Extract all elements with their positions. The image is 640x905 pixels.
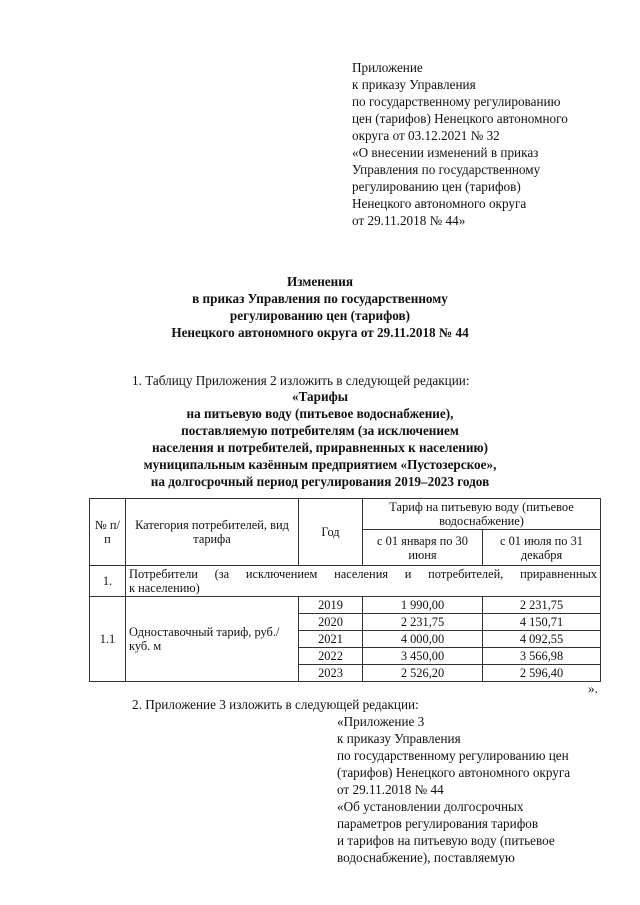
appendix-3-line: по государственному регулированию цен [337,748,569,763]
section-word: приравненных [520,567,597,581]
row-year: 2019 [299,597,363,614]
section-word: Потребители [129,567,198,581]
appendix-header-line: округа от 03.12.2021 № 32 [352,128,500,143]
tariff-title [0,388,640,490]
table-section-row [90,566,601,597]
table-row [90,597,601,614]
appendix-3-line: от 29.11.2018 № 44 [337,782,444,797]
appendix-header-line: Ненецкого автономного округа [352,196,527,211]
row-tariff-h1: 3 450,00 [363,648,483,665]
header-year: Год [299,499,363,566]
document-title [0,273,640,341]
appendix-header-line: цен (тарифов) Ненецкого автономного [352,111,568,126]
table-header-row [90,499,601,530]
appendix-3-line: «Об установлении долгосрочных [337,799,524,814]
row-tariff-h2: 2 596,40 [483,665,601,682]
appendix-3-header [337,713,570,866]
row-tariff-h2: 3 566,98 [483,648,601,665]
appendix-3-line: и тарифов на питьевую воду (питьевое [337,833,555,848]
row-year: 2023 [299,665,363,682]
section-word: (за [214,567,230,581]
title-line: регулированию цен (тарифов) [229,308,411,323]
appendix-3-line: параметров регулирования тарифов [337,816,539,831]
appendix-3-line: водоснабжение), поставляемую [337,850,515,865]
row-tariff-h1: 2 526,20 [363,665,483,682]
row-year: 2022 [299,648,363,665]
appendix-header-line: регулированию цен (тарифов) [352,179,521,194]
appendix-3-line: (тарифов) Ненецкого автономного округа [337,765,571,780]
tariff-title-line: на питьевую воду (питьевое водоснабжение), [186,406,454,421]
tariff-title-line: поставляемую потребителям (за исключением [181,423,459,438]
row-tariff-h1: 4 000,00 [363,631,483,648]
tariff-title-line: «Тарифы [291,389,348,404]
row-tariff-h1: 1 990,00 [363,597,483,614]
section-num: 1. [90,566,126,597]
appendix-header [352,59,568,229]
tariff-title-line: муниципальным казённым предприятием «Пустозерское», [143,457,497,472]
section-text-line-1 [129,567,597,581]
closing-quote: ». [588,681,598,696]
item-category: Одноставочный тариф, руб./куб. м [126,597,299,682]
appendix-header-line: Приложение [352,60,423,75]
row-tariff-h2: 4 150,71 [483,614,601,631]
section-text [126,566,601,597]
row-tariff-h1: 2 231,75 [363,614,483,631]
paragraph-1: 1. Таблицу Приложения 2 изложить в следующей редакции: [132,373,470,388]
row-tariff-h2: 2 231,75 [483,597,601,614]
section-text-line-2: к населению) [129,581,200,595]
title-line: Ненецкого автономного округа от 29.11.2018 № 44 [171,325,469,340]
appendix-3-line: к приказу Управления [337,731,461,746]
title-line: в приказ Управления по государственному [192,291,448,306]
tariff-table [89,498,601,682]
tariff-title-line: населения и потребителей, приравненных к населению) [152,440,488,455]
section-word: исключением [245,567,318,581]
row-year: 2021 [299,631,363,648]
section-word: потребителей, [428,567,504,581]
row-year: 2020 [299,614,363,631]
appendix-header-line: «О внесении изменений в приказ [352,145,539,160]
appendix-header-line: от 29.11.2018 № 44» [352,213,466,228]
header-category: Категория потребителей, вид тарифа [126,499,299,566]
paragraph-2: 2. Приложение 3 изложить в следующей редакции: [132,697,419,712]
header-num: № п/п [90,499,126,566]
header-tariff: Тариф на питьевую воду (питьевое водоснабжение) [363,499,601,530]
appendix-header-line: к приказу Управления [352,77,476,92]
tariff-title-line: на долгосрочный период регулирования 2019–2023 годов [150,474,490,489]
item-num: 1.1 [90,597,126,682]
row-tariff-h2: 4 092,55 [483,631,601,648]
section-word: и [404,567,412,581]
appendix-3-line: «Приложение 3 [337,714,425,729]
section-word: населения [334,567,389,581]
header-period-1: с 01 января по 30 июня [363,530,483,566]
appendix-header-line: Управления по государственному [352,162,541,177]
header-period-2: с 01 июля по 31 декабря [483,530,601,566]
title-line: Изменения [287,274,353,289]
appendix-header-line: по государственному регулированию [352,94,561,109]
